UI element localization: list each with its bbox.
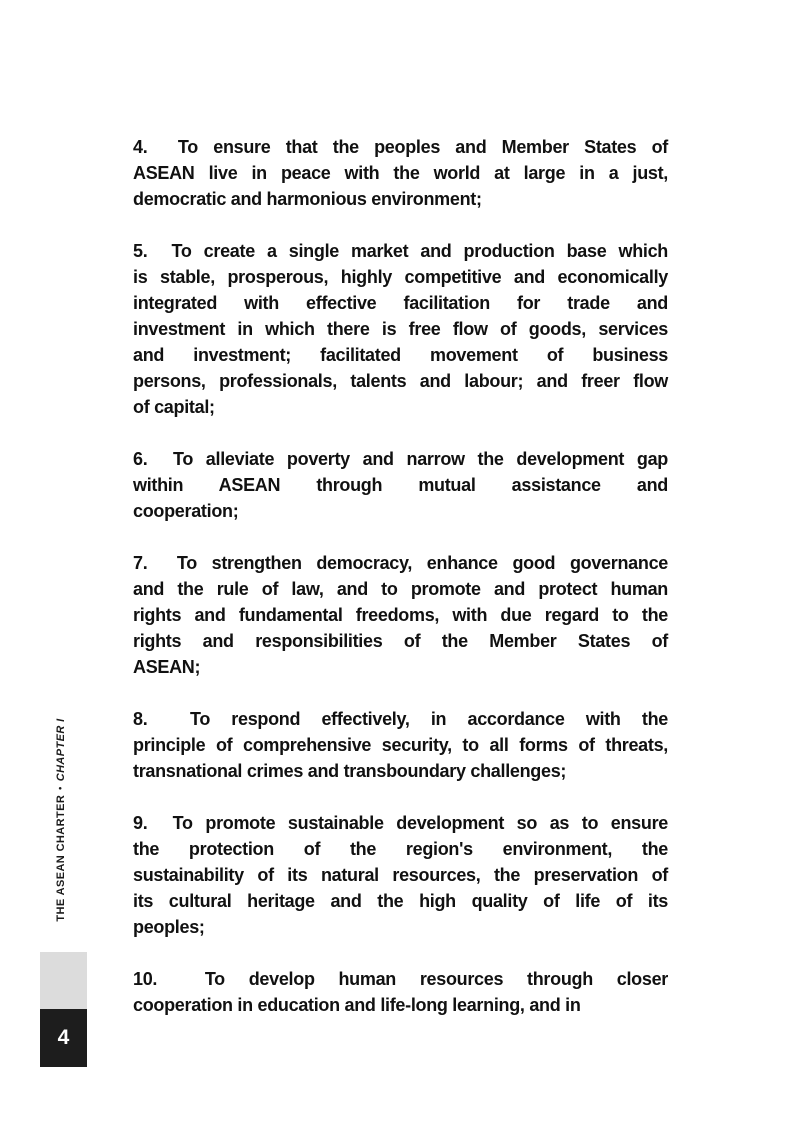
text-line: rights and fundamental freedoms, with due regard to the <box>133 605 668 625</box>
text-line: 8. To respond effectively, in accordance with the <box>133 709 668 729</box>
text-line: sustainability of its natural resources, the preservation of <box>133 865 668 885</box>
text-line: 4. To ensure that the peoples and Member States of <box>133 137 668 157</box>
paragraph-9 <box>133 810 668 940</box>
text-line: and the rule of law, and to promote and protect human <box>133 579 668 599</box>
paragraph-5 <box>133 238 668 420</box>
text-line: 10. To develop human resources through closer <box>133 969 668 989</box>
text-line: democratic and harmonious environment; <box>133 189 482 209</box>
text-line: ASEAN live in peace with the world at large in a just, <box>133 163 668 183</box>
paragraph-10 <box>133 966 668 1018</box>
text-line: rights and responsibilities of the Member States of <box>133 631 668 651</box>
text-line: persons, professionals, talents and labour; and freer flow <box>133 371 668 391</box>
text-line: transnational crimes and transboundary challenges; <box>133 761 567 781</box>
text-line: 6. To alleviate poverty and narrow the development gap <box>133 449 668 469</box>
text-line: the protection of the region's environment, the <box>133 839 668 859</box>
paragraph-7 <box>133 550 668 680</box>
bullet-separator-icon: • <box>55 786 65 790</box>
page-number: 4 <box>57 1026 70 1049</box>
charter-title-text: THE ASEAN CHARTER <box>55 794 67 922</box>
text-line: cooperation in education and life-long learning, and in <box>133 995 581 1015</box>
text-line: 9. To promote sustainable development so as to ensure <box>133 813 668 833</box>
sidebar-gray-block <box>40 952 87 1009</box>
text-line: of capital; <box>133 397 215 417</box>
text-line: is stable, prosperous, highly competitive and economically <box>133 267 668 287</box>
text-line: cooperation; <box>133 501 239 521</box>
text-line: and investment; facilitated movement of business <box>133 345 668 365</box>
chapter-label: CHAPTER I <box>55 718 67 782</box>
text-line: 5. To create a single market and production base which <box>133 241 668 261</box>
document-body <box>133 134 668 1018</box>
text-line: 7. To strengthen democracy, enhance good governance <box>133 553 668 573</box>
text-line: within ASEAN through mutual assistance and <box>133 475 668 495</box>
text-line: principle of comprehensive security, to all forms of threats, <box>133 735 668 755</box>
paragraph-4 <box>133 134 668 212</box>
sidebar-vertical-title <box>55 712 69 928</box>
text-line: investment in which there is free flow of goods, services <box>133 319 668 339</box>
text-line: peoples; <box>133 917 205 937</box>
paragraph-8 <box>133 706 668 784</box>
text-line: integrated with effective facilitation for trade and <box>133 293 668 313</box>
paragraph-6 <box>133 446 668 524</box>
page-number-box <box>40 1009 87 1067</box>
text-line: ASEAN; <box>133 657 201 677</box>
text-line: its cultural heritage and the high quality of life of its <box>133 891 668 911</box>
